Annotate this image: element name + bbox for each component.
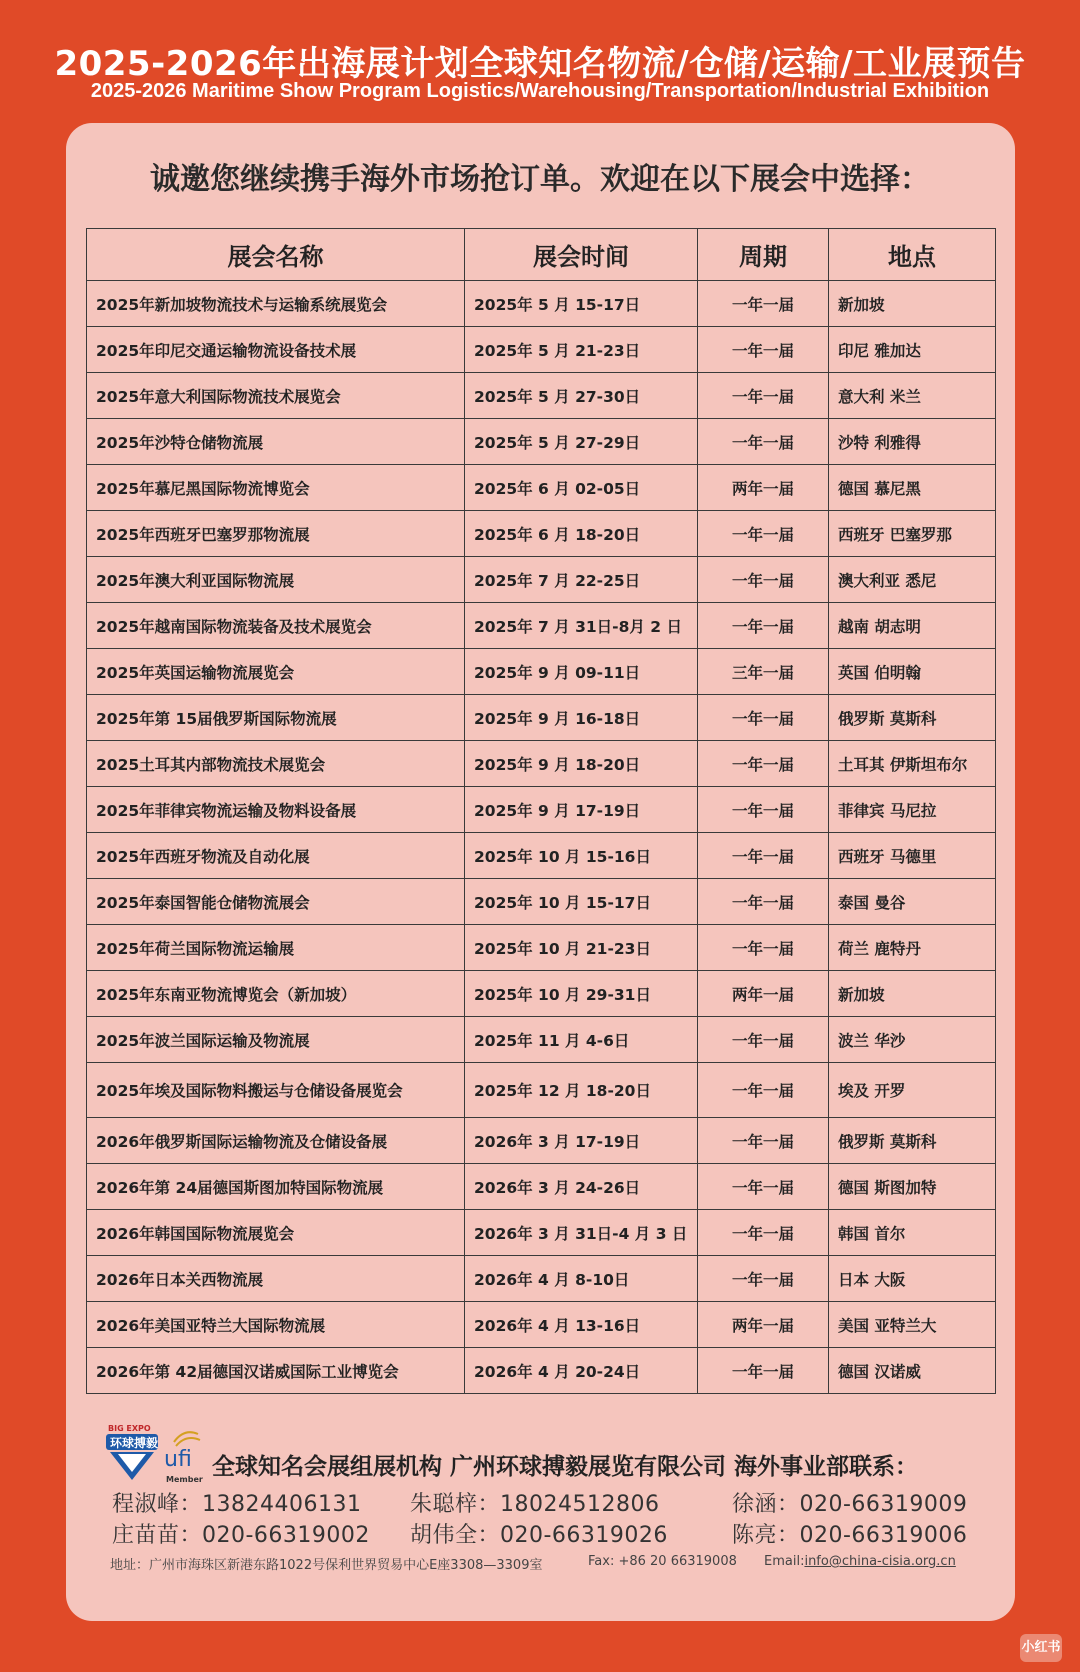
exhibition-cycle-cell: 一年一届 [698,1164,829,1210]
exhibition-cycle-cell: 一年一届 [698,695,829,741]
table-row [87,281,996,327]
exhibition-date-cell: 2025年 5 月 15-17日 [465,281,698,327]
exhibition-date-cell: 2025年 11 月 4-6日 [465,1017,698,1063]
company-logo [104,1420,206,1488]
contact-3: 徐涵：020-66319009 [732,1492,968,1517]
page-title: 2025-2026年出海展计划全球知名物流/仓储/运输/工业展预告 [54,44,1026,84]
exhibition-name-cell: 2026年第 42届德国汉诺威国际工业博览会 [87,1348,465,1394]
watermark: 小红书 [1020,1634,1062,1662]
exhibition-date-cell: 2025年 9 月 16-18日 [465,695,698,741]
exhibition-date-cell: 2025年 12 月 18-20日 [465,1063,698,1118]
exhibition-date-cell: 2025年 9 月 09-11日 [465,649,698,695]
exhibition-name-cell: 2025年第 15届俄罗斯国际物流展 [87,695,465,741]
exhibition-date-cell: 2025年 10 月 15-16日 [465,833,698,879]
logo-top-text: BIG EXPO [108,1424,151,1433]
table-row [87,1348,996,1394]
exhibition-date-cell: 2025年 10 月 29-31日 [465,971,698,1017]
exhibition-cycle-cell: 两年一届 [698,971,829,1017]
exhibition-location-cell: 新加坡 [829,971,996,1017]
exhibition-cycle-cell: 一年一届 [698,879,829,925]
table-row [87,649,996,695]
exhibition-location-cell: 菲律宾 马尼拉 [829,787,996,833]
exhibition-name-cell: 2025年沙特仓储物流展 [87,419,465,465]
header-name: 展会名称 [87,229,465,281]
exhibition-name-cell: 2025年埃及国际物料搬运与仓储设备展览会 [87,1063,465,1118]
exhibition-cycle-cell: 两年一届 [698,1302,829,1348]
contact-title: 全球知名会展组展机构 广州环球搏毅展览有限公司 海外事业部联系： [212,1454,919,1480]
exhibition-name-cell: 2026年美国亚特兰大国际物流展 [87,1302,465,1348]
exhibition-location-cell: 韩国 首尔 [829,1210,996,1256]
exhibition-name-cell: 2025年菲律宾物流运输及物料设备展 [87,787,465,833]
page-subtitle: 2025-2026 Maritime Show Program Logistics/Warehousing/Transportation/Industrial Exhibition [90,80,990,102]
email-line [764,1554,956,1569]
exhibition-name-cell: 2025年荷兰国际物流运输展 [87,925,465,971]
exhibition-location-cell: 波兰 华沙 [829,1017,996,1063]
exhibition-cycle-cell: 三年一届 [698,649,829,695]
exhibition-date-cell: 2025年 5 月 21-23日 [465,327,698,373]
exhibition-date-cell: 2025年 6 月 02-05日 [465,465,698,511]
table-row [87,925,996,971]
exhibition-cycle-cell: 一年一届 [698,1256,829,1302]
contact-1: 程淑峰：13824406131 [112,1492,362,1517]
table-row [87,1256,996,1302]
exhibition-location-cell: 澳大利亚 悉尼 [829,557,996,603]
exhibition-date-cell: 2025年 7 月 22-25日 [465,557,698,603]
exhibition-location-cell: 德国 汉诺威 [829,1348,996,1394]
exhibition-name-cell: 2025年慕尼黑国际物流博览会 [87,465,465,511]
exhibition-date-cell: 2025年 5 月 27-30日 [465,373,698,419]
email-label: Email: [764,1554,805,1569]
exhibition-name-cell: 2026年第 24届德国斯图加特国际物流展 [87,1164,465,1210]
exhibition-cycle-cell: 一年一届 [698,419,829,465]
exhibition-cycle-cell: 一年一届 [698,511,829,557]
exhibition-cycle-cell: 一年一届 [698,603,829,649]
exhibition-name-cell: 2026年俄罗斯国际运输物流及仓储设备展 [87,1118,465,1164]
table-row [87,465,996,511]
exhibition-name-cell: 2025年意大利国际物流技术展览会 [87,373,465,419]
ufi-logo-text: ufi [164,1447,192,1472]
table-row [87,833,996,879]
table-row [87,1164,996,1210]
exhibition-cycle-cell: 一年一届 [698,741,829,787]
exhibition-name-cell: 2025年西班牙物流及自动化展 [87,833,465,879]
exhibition-location-cell: 德国 慕尼黑 [829,465,996,511]
exhibition-location-cell: 印尼 雅加达 [829,327,996,373]
exhibition-date-cell: 2025年 5 月 27-29日 [465,419,698,465]
exhibition-location-cell: 俄罗斯 莫斯科 [829,695,996,741]
table-row [87,1118,996,1164]
fax-text: Fax: +86 20 66319008 [588,1554,737,1569]
invite-text: 诚邀您继续携手海外市场抢订单。欢迎在以下展会中选择： [150,162,930,197]
header-date: 展会时间 [465,229,698,281]
exhibition-cycle-cell: 一年一届 [698,833,829,879]
table-row [87,557,996,603]
table-row [87,1210,996,1256]
exhibition-location-cell: 越南 胡志明 [829,603,996,649]
logo-main-text: 环球搏毅 [110,1436,159,1450]
ufi-member-text: Member [166,1475,203,1484]
exhibition-location-cell: 泰国 曼谷 [829,879,996,925]
exhibition-cycle-cell: 一年一届 [698,281,829,327]
exhibition-cycle-cell: 一年一届 [698,327,829,373]
exhibition-location-cell: 新加坡 [829,281,996,327]
header-cycle: 周期 [698,229,829,281]
exhibition-date-cell: 2026年 4 月 13-16日 [465,1302,698,1348]
exhibition-cycle-cell: 一年一届 [698,1348,829,1394]
table-row [87,971,996,1017]
exhibition-date-cell: 2025年 6 月 18-20日 [465,511,698,557]
exhibition-name-cell: 2025年泰国智能仓储物流展会 [87,879,465,925]
exhibition-date-cell: 2026年 3 月 24-26日 [465,1164,698,1210]
table-row [87,511,996,557]
table-row [87,1063,996,1118]
address-text: 地址：广州市海珠区新港东路1022号保利世界贸易中心E座3308—3309室 [110,1558,543,1573]
exhibition-name-cell: 2025年英国运输物流展览会 [87,649,465,695]
exhibition-date-cell: 2025年 10 月 21-23日 [465,925,698,971]
table-row [87,741,996,787]
exhibition-name-cell: 2025年波兰国际运输及物流展 [87,1017,465,1063]
table-row [87,1017,996,1063]
exhibition-date-cell: 2025年 10 月 15-17日 [465,879,698,925]
exhibition-location-cell: 英国 伯明翰 [829,649,996,695]
table-row [87,879,996,925]
exhibition-date-cell: 2026年 3 月 17-19日 [465,1118,698,1164]
table-row [87,695,996,741]
exhibition-name-cell: 2025年澳大利亚国际物流展 [87,557,465,603]
exhibition-name-cell: 2025年西班牙巴塞罗那物流展 [87,511,465,557]
exhibition-name-cell: 2025年东南亚物流博览会（新加坡） [87,971,465,1017]
exhibition-cycle-cell: 一年一届 [698,373,829,419]
exhibition-name-cell: 2025土耳其内部物流技术展览会 [87,741,465,787]
table-row [87,1302,996,1348]
table-row [87,419,996,465]
exhibition-cycle-cell: 两年一届 [698,465,829,511]
exhibition-location-cell: 日本 大阪 [829,1256,996,1302]
contact-2: 朱聪梓：18024512806 [410,1492,660,1517]
exhibition-cycle-cell: 一年一届 [698,787,829,833]
exhibition-date-cell: 2025年 9 月 18-20日 [465,741,698,787]
exhibition-location-cell: 沙特 利雅得 [829,419,996,465]
exhibition-location-cell: 意大利 米兰 [829,373,996,419]
table-row [87,787,996,833]
exhibition-name-cell: 2025年越南国际物流装备及技术展览会 [87,603,465,649]
exhibition-date-cell: 2026年 3 月 31日-4 月 3 日 [465,1210,698,1256]
table-row [87,327,996,373]
exhibition-cycle-cell: 一年一届 [698,1063,829,1118]
exhibition-cycle-cell: 一年一届 [698,1017,829,1063]
email-link[interactable]: info@china-cisia.org.cn [804,1554,956,1569]
exhibition-location-cell: 埃及 开罗 [829,1063,996,1118]
exhibition-location-cell: 土耳其 伊斯坦布尔 [829,741,996,787]
exhibition-cycle-cell: 一年一届 [698,1210,829,1256]
exhibition-table [86,228,996,1394]
exhibition-name-cell: 2025年印尼交通运输物流设备技术展 [87,327,465,373]
exhibition-cycle-cell: 一年一届 [698,925,829,971]
exhibition-name-cell: 2026年日本关西物流展 [87,1256,465,1302]
contact-6: 陈亮：020-66319006 [732,1523,968,1548]
exhibition-name-cell: 2025年新加坡物流技术与运输系统展览会 [87,281,465,327]
exhibition-location-cell: 德国 斯图加特 [829,1164,996,1210]
contact-4: 庄苗苗：020-66319002 [112,1523,370,1548]
exhibition-location-cell: 俄罗斯 莫斯科 [829,1118,996,1164]
exhibition-name-cell: 2026年韩国国际物流展览会 [87,1210,465,1256]
table-row [87,373,996,419]
exhibition-date-cell: 2026年 4 月 8-10日 [465,1256,698,1302]
exhibition-cycle-cell: 一年一届 [698,1118,829,1164]
exhibition-date-cell: 2025年 9 月 17-19日 [465,787,698,833]
table-row [87,603,996,649]
exhibition-date-cell: 2026年 4 月 20-24日 [465,1348,698,1394]
exhibition-location-cell: 西班牙 巴塞罗那 [829,511,996,557]
exhibition-location-cell: 美国 亚特兰大 [829,1302,996,1348]
exhibition-cycle-cell: 一年一届 [698,557,829,603]
exhibition-location-cell: 西班牙 马德里 [829,833,996,879]
table-header-row [87,229,996,281]
contact-5: 胡伟全：020-66319026 [410,1523,668,1548]
header-location: 地点 [829,229,996,281]
exhibition-date-cell: 2025年 7 月 31日-8月 2 日 [465,603,698,649]
exhibition-location-cell: 荷兰 鹿特丹 [829,925,996,971]
